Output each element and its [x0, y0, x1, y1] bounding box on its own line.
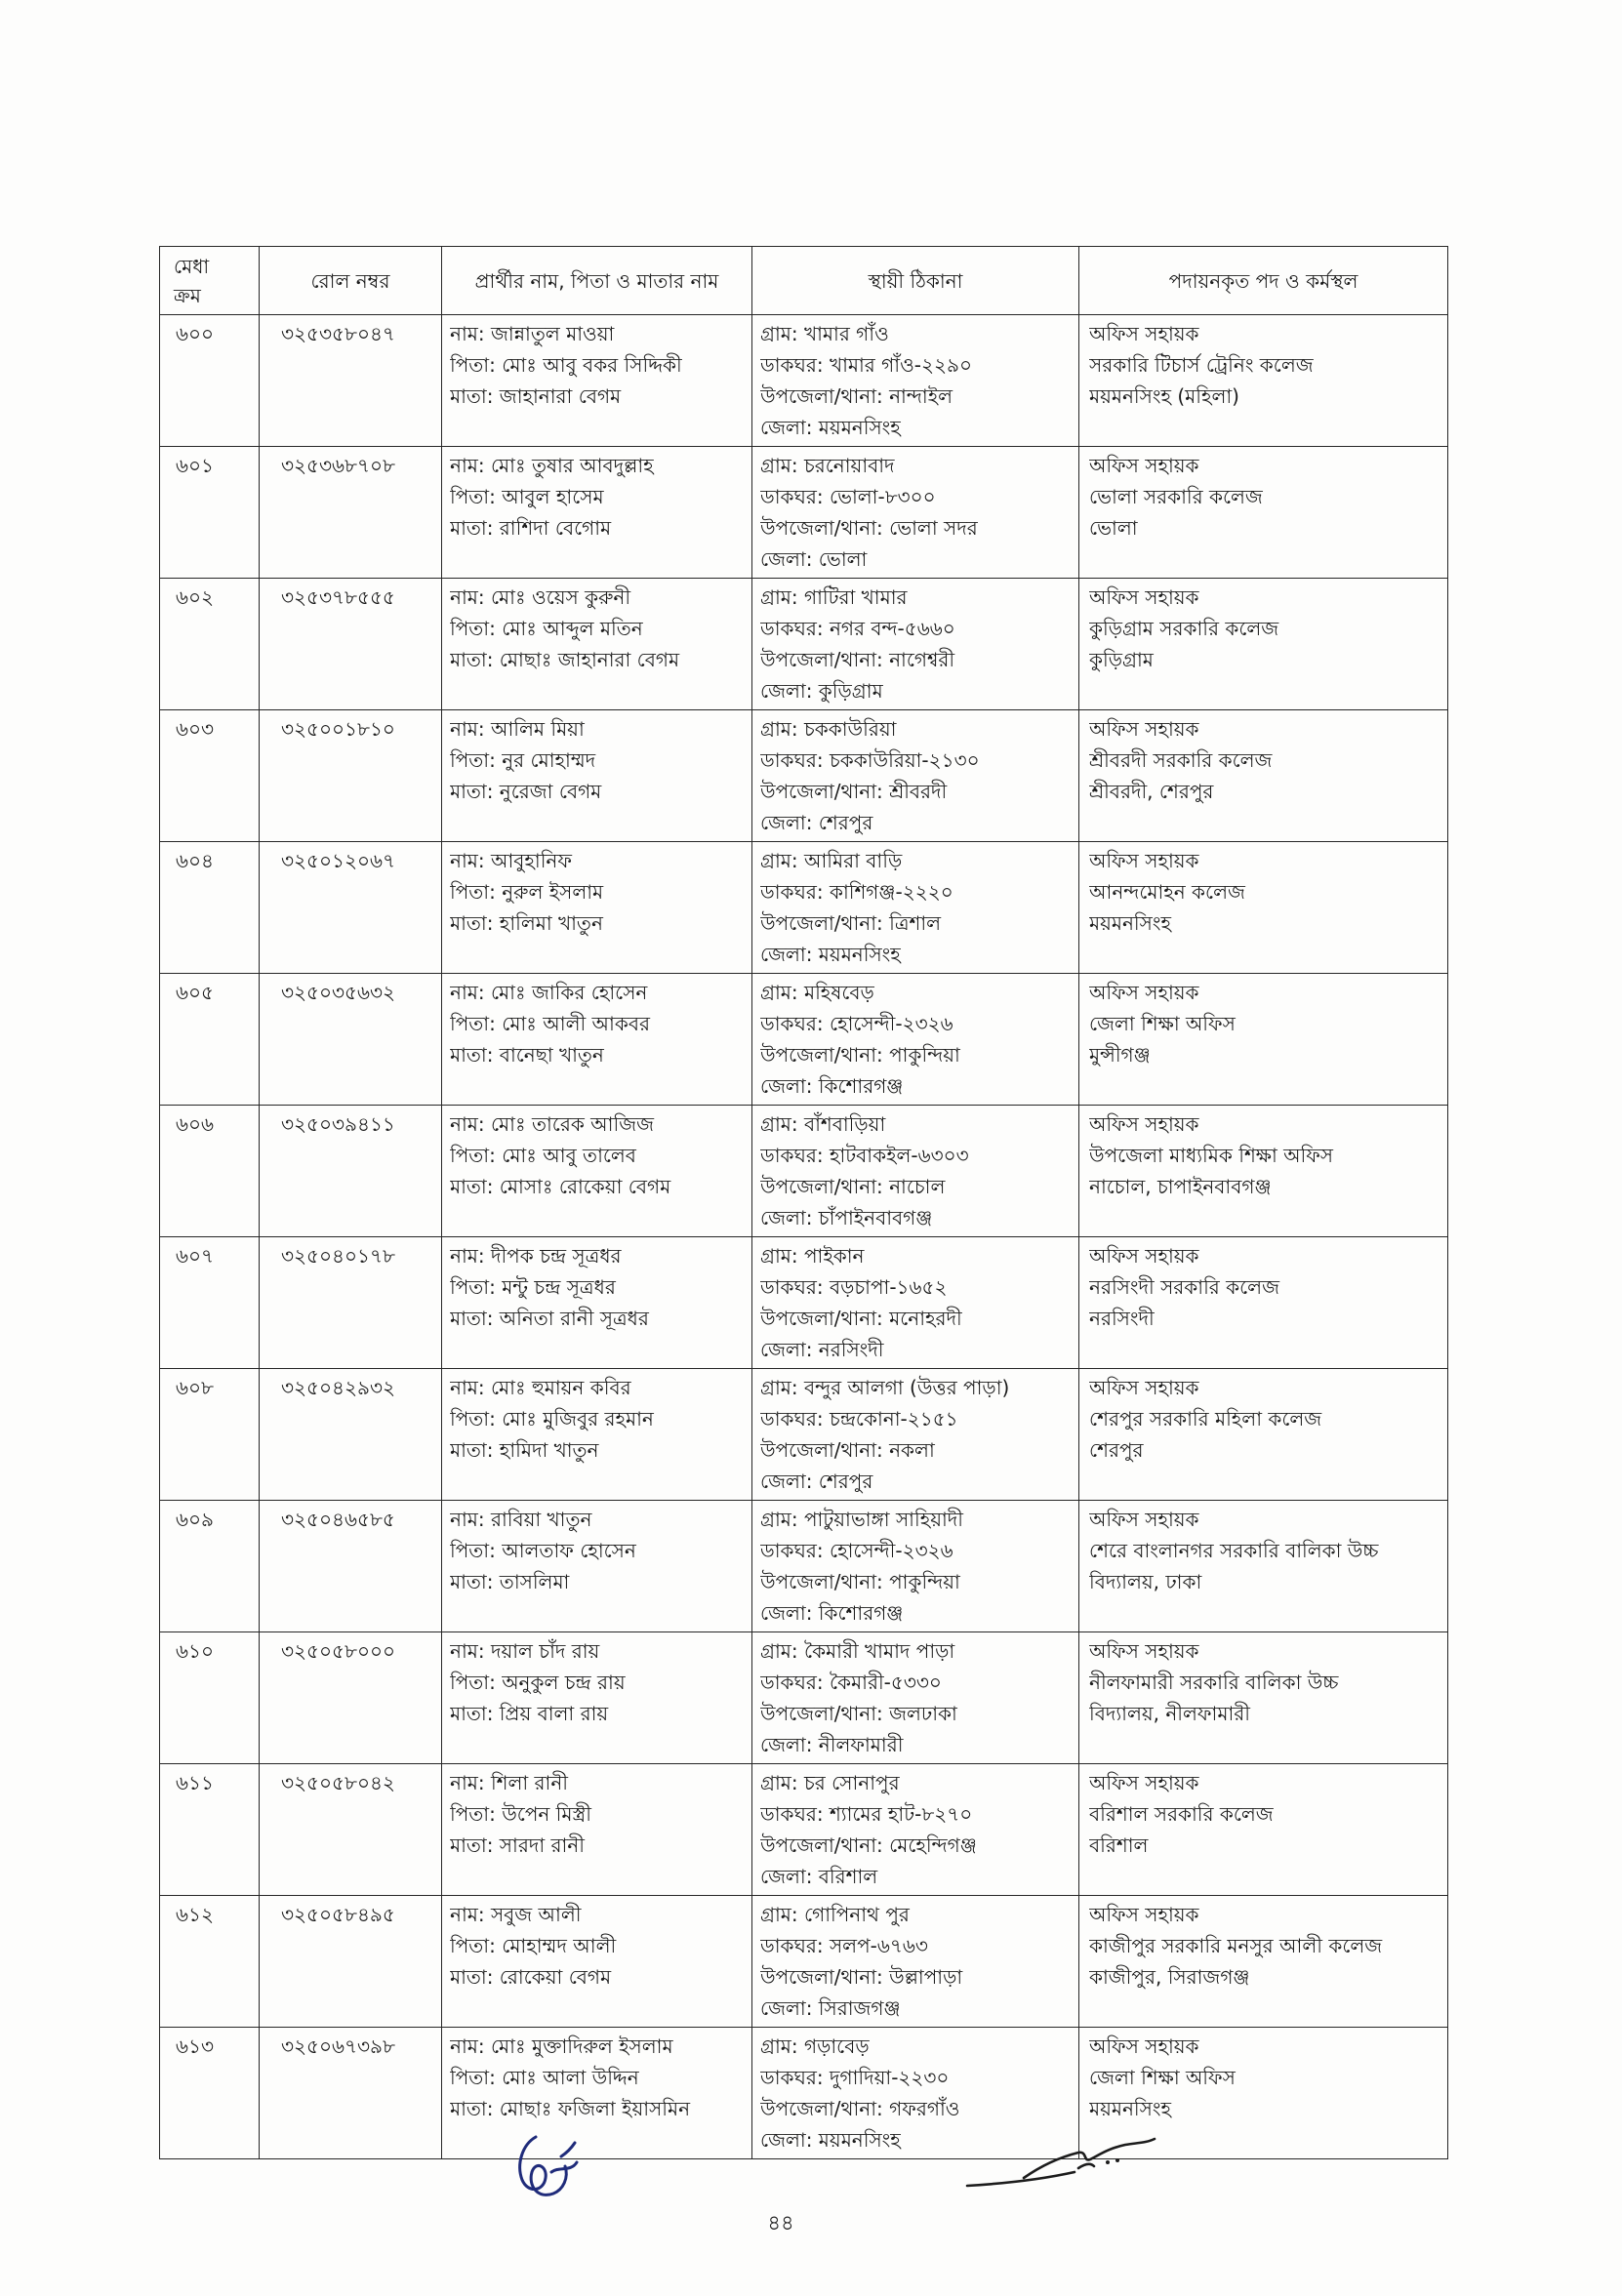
address-village: গ্রাম: চর সোনাপুর	[760, 1771, 900, 1794]
roll-number: ৩২৫০৪০১৭৮	[281, 1244, 395, 1268]
candidate-name: নাম: শিলা রানী	[450, 1771, 569, 1794]
posting-title: অফিস সহায়ক	[1089, 454, 1199, 477]
address-upazila: উপজেলা/থানা: নাচোল	[760, 1175, 946, 1198]
address-village: গ্রাম: গাটিরা খামার	[760, 585, 908, 609]
table-header	[160, 247, 1448, 315]
merit-serial: ৬০৫	[176, 981, 214, 1004]
address-cell	[752, 974, 1079, 1106]
address-district: জেলা: ময়মনসিংহ	[760, 416, 901, 439]
posting-cell	[1079, 447, 1448, 579]
merit-serial: ৬০১	[176, 454, 214, 477]
candidate-name: নাম: মোঃ হুমায়ন কবির	[450, 1376, 631, 1399]
address-village: গ্রাম: চককাউরিয়া	[760, 717, 897, 741]
signature-right	[961, 2133, 1161, 2201]
roll-cell	[260, 315, 442, 447]
address-cell	[752, 842, 1079, 974]
address-district: জেলা: কিশোরগঞ্জ	[760, 1601, 904, 1625]
address-village: গ্রাম: গোপিনাথ পুর	[760, 1903, 910, 1926]
roll-cell	[260, 1106, 442, 1237]
roll-number: ৩২৫০৫৮৪৯৫	[281, 1903, 395, 1926]
header-address: স্থায়ী ঠিকানা	[752, 247, 1079, 315]
address-village: গ্রাম: মহিষবেড়	[760, 981, 874, 1004]
address-cell	[752, 1632, 1079, 1764]
address-post-office: ডাকঘর: ভোলা-৮৩০০	[760, 485, 936, 508]
candidate-cell	[442, 1632, 752, 1764]
candidate-name: নাম: মোঃ তারেক আজিজ	[450, 1112, 655, 1136]
address-cell	[752, 579, 1079, 710]
address-district: জেলা: ভোলা	[760, 547, 868, 571]
candidate-cell	[442, 1237, 752, 1369]
address-post-office: ডাকঘর: হাটবাকইল-৬৩০৩	[760, 1144, 969, 1167]
header-serial	[160, 247, 260, 315]
header-serial-line2: ক্রম	[174, 283, 201, 307]
posting-title: অফিস সহায়ক	[1089, 981, 1199, 1004]
candidate-name: নাম: মোঃ তুষার আবদুল্লাহ	[450, 454, 654, 477]
candidate-cell	[442, 974, 752, 1106]
address-district: জেলা: কিশোরগঞ্জ	[760, 1074, 904, 1098]
merit-serial: ৬০৩	[176, 717, 215, 741]
roll-number: ৩২৫০৫৮০৪২	[281, 1771, 395, 1794]
candidate-mother: মাতা: রাশিদা বেগোম	[450, 516, 612, 540]
posting-cell	[1079, 1501, 1448, 1632]
candidate-father: পিতা: উপেন মিস্ত্রী	[450, 1802, 591, 1826]
roll-cell	[260, 842, 442, 974]
serial-cell	[160, 1237, 260, 1369]
candidate-mother: মাতা: বানেছা খাতুন	[450, 1043, 604, 1067]
candidate-father: পিতা: আবুল হাসেম	[450, 485, 604, 508]
merit-serial: ৬০৯	[176, 1508, 214, 1531]
roll-cell	[260, 1501, 442, 1632]
posting-workplace: জেলা শিক্ষা অফিস	[1089, 1012, 1236, 1035]
posting-workplace: শ্রীবরদী, শেরপুর	[1089, 780, 1214, 803]
address-cell	[752, 315, 1079, 447]
posting-title: অফিস সহায়ক	[1089, 1112, 1199, 1136]
roll-cell	[260, 1896, 442, 2028]
signature-initial-left	[503, 2127, 590, 2210]
table-row	[160, 579, 1448, 710]
posting-cell	[1079, 1764, 1448, 1896]
posting-workplace: ময়মনসিংহ	[1089, 911, 1171, 935]
posting-title: অফিস সহায়ক	[1089, 849, 1199, 872]
address-district: জেলা: চাঁপাইনবাবগঞ্জ	[760, 1206, 933, 1229]
posting-cell	[1079, 1369, 1448, 1501]
address-cell	[752, 447, 1079, 579]
candidate-father: পিতা: নুর মোহাম্মদ	[450, 748, 596, 772]
posting-workplace: বরিশাল	[1089, 1833, 1149, 1857]
candidate-name: নাম: রাবিয়া খাতুন	[450, 1508, 592, 1531]
roll-cell	[260, 1764, 442, 1896]
address-upazila: উপজেলা/থানা: ত্রিশাল	[760, 911, 942, 935]
candidate-mother: মাতা: প্রিয় বালা রায়	[450, 1702, 609, 1725]
candidate-cell	[442, 447, 752, 579]
posting-workplace: ভোলা সরকারি কলেজ	[1089, 485, 1263, 508]
address-post-office: ডাকঘর: চককাউরিয়া-২১৩০	[760, 748, 980, 772]
address-village: গ্রাম: বন্দুর আলগা (উত্তর পাড়া)	[760, 1376, 1010, 1399]
header-candidate: প্রার্থীর নাম, পিতা ও মাতার নাম	[442, 247, 752, 315]
merit-serial: ৬০০	[176, 322, 215, 345]
candidate-father: পিতা: মোহাম্মদ আলী	[450, 1934, 617, 1957]
roll-number: ৩২৫০৩৫৬৩২	[281, 981, 395, 1004]
address-cell	[752, 1237, 1079, 1369]
address-village: গ্রাম: কৈমারী খামাদ পাড়া	[760, 1639, 955, 1663]
candidate-name: নাম: মোঃ ওয়েস কুরুনী	[450, 585, 631, 609]
address-post-office: ডাকঘর: বড়চাপা-১৬৫২	[760, 1275, 948, 1299]
roll-cell	[260, 579, 442, 710]
address-upazila: উপজেলা/থানা: নকলা	[760, 1438, 935, 1462]
serial-cell	[160, 2028, 260, 2159]
roll-cell	[260, 710, 442, 842]
table-row	[160, 1106, 1448, 1237]
serial-cell	[160, 842, 260, 974]
candidate-cell	[442, 1764, 752, 1896]
candidate-cell	[442, 315, 752, 447]
candidate-father: পিতা: নুরুল ইসলাম	[450, 880, 604, 904]
address-upazila: উপজেলা/থানা: মনোহরদী	[760, 1307, 962, 1330]
serial-cell	[160, 1501, 260, 1632]
roll-number: ৩২৫০৪৬৫৮৫	[281, 1508, 395, 1531]
posting-workplace: কাজীপুর, সিরাজগঞ্জ	[1089, 1965, 1250, 1989]
merit-serial: ৬০২	[176, 585, 215, 609]
posting-workplace: বিদ্যালয়, ঢাকা	[1089, 1570, 1202, 1593]
candidate-father: পিতা: মোঃ আলী আকবর	[450, 1012, 651, 1035]
address-upazila: উপজেলা/থানা: ভোলা সদর	[760, 516, 978, 540]
address-post-office: ডাকঘর: হোসেন্দী-২৩২৬	[760, 1012, 953, 1035]
roll-cell	[260, 1369, 442, 1501]
address-upazila: উপজেলা/থানা: মেহেন্দিগঞ্জ	[760, 1833, 977, 1857]
posting-workplace: কুড়িগ্রাম সরকারি কলেজ	[1089, 617, 1279, 640]
address-post-office: ডাকঘর: দুগাদিয়া-২২৩০	[760, 2066, 950, 2089]
table-body	[160, 315, 1448, 2159]
posting-workplace: কুড়িগ্রাম	[1089, 648, 1154, 671]
address-post-office: ডাকঘর: শ্যামের হাট-৮২৭০	[760, 1802, 973, 1826]
table-row	[160, 1896, 1448, 2028]
candidate-father: পিতা: মোঃ আবু তালেব	[450, 1144, 636, 1167]
roll-number: ৩২৫৩৬৮৭০৮	[281, 454, 395, 477]
candidate-father: পিতা: মোঃ আলা উদ্দিন	[450, 2066, 639, 2089]
posting-cell	[1079, 1237, 1448, 1369]
candidate-name: নাম: আবুহানিফ	[450, 849, 572, 872]
serial-cell	[160, 1764, 260, 1896]
candidate-cell	[442, 710, 752, 842]
serial-cell	[160, 1369, 260, 1501]
address-cell	[752, 1106, 1079, 1237]
serial-cell	[160, 974, 260, 1106]
merit-serial: ৬০৬	[176, 1112, 215, 1136]
posting-workplace: শেরপুর সরকারি মহিলা কলেজ	[1089, 1407, 1322, 1430]
address-village: গ্রাম: বাঁশবাড়িয়া	[760, 1112, 886, 1136]
table-row	[160, 447, 1448, 579]
merit-serial: ৬১৩	[176, 2034, 214, 2058]
posting-workplace: ভোলা	[1089, 516, 1138, 540]
merit-serial: ৬০৮	[176, 1376, 214, 1399]
header-serial-line1: মেধা	[174, 254, 210, 278]
address-cell	[752, 1896, 1079, 2028]
posting-title: অফিস সহায়ক	[1089, 322, 1199, 345]
address-upazila: উপজেলা/থানা: গফরগাঁও	[760, 2097, 960, 2120]
candidate-father: পিতা: অনুকুল চন্দ্র রায়	[450, 1671, 626, 1694]
posting-title: অফিস সহায়ক	[1089, 2034, 1199, 2058]
roll-cell	[260, 1632, 442, 1764]
candidate-mother: মাতা: জাহানারা বেগম	[450, 384, 622, 408]
address-upazila: উপজেলা/থানা: উল্লাপাড়া	[760, 1965, 963, 1989]
address-upazila: উপজেলা/থানা: পাকুন্দিয়া	[760, 1043, 960, 1067]
address-cell	[752, 1369, 1079, 1501]
address-district: জেলা: শেরপুর	[760, 811, 873, 834]
posting-cell	[1079, 579, 1448, 710]
address-post-office: ডাকঘর: খামার গাঁও-২২৯০	[760, 353, 972, 377]
posting-cell	[1079, 1896, 1448, 2028]
address-district: জেলা: কুড়িগ্রাম	[760, 679, 883, 703]
address-post-office: ডাকঘর: চন্দ্রকোনা-২১৫১	[760, 1407, 958, 1430]
address-district: জেলা: ময়মনসিংহ	[760, 943, 901, 966]
candidate-cell	[442, 579, 752, 710]
candidate-cell	[442, 1106, 752, 1237]
roll-number: ৩২৫৩৫৮০৪৭	[281, 322, 395, 345]
address-post-office: ডাকঘর: সলপ-৬৭৬৩	[760, 1934, 928, 1957]
serial-cell	[160, 315, 260, 447]
candidate-cell	[442, 1896, 752, 2028]
posting-workplace: বিদ্যালয়, নীলফামারী	[1089, 1702, 1250, 1725]
table-row	[160, 1764, 1448, 1896]
posting-workplace: নরসিংদী	[1089, 1307, 1155, 1330]
table-row	[160, 1501, 1448, 1632]
table-row	[160, 1369, 1448, 1501]
candidate-mother: মাতা: নুরেজা বেগম	[450, 780, 602, 803]
posting-title: অফিস সহায়ক	[1089, 717, 1199, 741]
address-district: জেলা: সিরাজগঞ্জ	[760, 1996, 901, 2020]
table-row	[160, 710, 1448, 842]
table-row	[160, 842, 1448, 974]
posting-workplace: নাচোল, চাপাইনবাবগঞ্জ	[1089, 1175, 1272, 1198]
posting-workplace: বরিশাল সরকারি কলেজ	[1089, 1802, 1274, 1826]
serial-cell	[160, 710, 260, 842]
posting-workplace: শেরপুর	[1089, 1438, 1144, 1462]
roll-number: ৩২৫০৫৮০০০	[281, 1639, 395, 1663]
roll-number: ৩২৫০৩৯৪১১	[281, 1112, 395, 1136]
address-district: জেলা: ময়মনসিংহ	[760, 2128, 901, 2152]
posting-cell	[1079, 710, 1448, 842]
posting-cell	[1079, 1632, 1448, 1764]
candidate-name: নাম: মোঃ জাকির হোসেন	[450, 981, 648, 1004]
candidate-mother: মাতা: মোসাঃ রোকেয়া বেগম	[450, 1175, 671, 1198]
table-row	[160, 1632, 1448, 1764]
address-district: জেলা: শেরপুর	[760, 1470, 873, 1493]
candidate-name: নাম: জান্নাতুল মাওয়া	[450, 322, 615, 345]
posting-workplace: মুন্সীগঞ্জ	[1089, 1043, 1151, 1067]
table-row	[160, 2028, 1448, 2159]
posting-cell	[1079, 315, 1448, 447]
address-district: জেলা: নীলফামারী	[760, 1733, 904, 1756]
serial-cell	[160, 579, 260, 710]
candidate-mother: মাতা: সারদা রানী	[450, 1833, 585, 1857]
table-row	[160, 1237, 1448, 1369]
posting-title: অফিস সহায়ক	[1089, 1639, 1199, 1663]
merit-serial: ৬০৭	[176, 1244, 215, 1268]
posting-title: অফিস সহায়ক	[1089, 1376, 1199, 1399]
posting-workplace: নীলফামারী সরকারি বালিকা উচ্চ	[1089, 1671, 1339, 1694]
address-village: গ্রাম: গড়াবেড়	[760, 2034, 870, 2058]
posting-title: অফিস সহায়ক	[1089, 585, 1199, 609]
candidate-father: পিতা: মন্টু চন্দ্র সূত্রধর	[450, 1275, 616, 1299]
posting-workplace: উপজেলা মাধ্যমিক শিক্ষা অফিস	[1089, 1144, 1334, 1167]
roll-number: ৩২৫৩৭৮৫৫৫	[281, 585, 395, 609]
address-upazila: উপজেলা/থানা: পাকুন্দিয়া	[760, 1570, 960, 1593]
candidate-father: পিতা: মোঃ মুজিবুর রহমান	[450, 1407, 654, 1430]
candidate-cell	[442, 842, 752, 974]
merit-serial: ৬০৪	[176, 849, 214, 872]
posting-workplace: শ্রীবরদী সরকারি কলেজ	[1089, 748, 1273, 772]
address-post-office: ডাকঘর: কৈমারী-৫৩৩০	[760, 1671, 942, 1694]
roll-cell	[260, 447, 442, 579]
roll-number: ৩২৫০১২০৬৭	[281, 849, 395, 872]
candidate-name: নাম: দয়াল চাঁদ রায়	[450, 1639, 600, 1663]
posting-workplace: জেলা শিক্ষা অফিস	[1089, 2066, 1236, 2089]
candidate-father: পিতা: মোঃ আবু বকর সিদ্দিকী	[450, 353, 682, 377]
candidate-cell	[442, 2028, 752, 2159]
address-post-office: ডাকঘর: কাশিগঞ্জ-২২২০	[760, 880, 953, 904]
header-posting: পদায়নকৃত পদ ও কর্মস্থল	[1079, 247, 1448, 315]
posting-workplace: আনন্দমোহন কলেজ	[1089, 880, 1245, 904]
address-upazila: উপজেলা/থানা: শ্রীবরদী	[760, 780, 948, 803]
candidate-mother: মাতা: তাসলিমা	[450, 1570, 570, 1593]
posting-cell	[1079, 974, 1448, 1106]
candidate-mother: মাতা: অনিতা রানী সূত্রধর	[450, 1307, 649, 1330]
posting-cell	[1079, 842, 1448, 974]
address-cell	[752, 710, 1079, 842]
merit-serial: ৬১২	[176, 1903, 214, 1926]
candidate-name: নাম: দীপক চন্দ্র সূত্রধর	[450, 1244, 622, 1268]
merit-serial: ৬১০	[176, 1639, 214, 1663]
page-number: ৪৪	[767, 2211, 794, 2235]
posting-workplace: নরসিংদী সরকারি কলেজ	[1089, 1275, 1279, 1299]
candidate-name: নাম: আলিম মিয়া	[450, 717, 585, 741]
roll-cell	[260, 974, 442, 1106]
roll-cell	[260, 1237, 442, 1369]
address-upazila: উপজেলা/থানা: নাগেশ্বরী	[760, 648, 955, 671]
table-row	[160, 315, 1448, 447]
posting-title: অফিস সহায়ক	[1089, 1244, 1199, 1268]
serial-cell	[160, 447, 260, 579]
candidate-name: নাম: সবুজ আলী	[450, 1903, 582, 1926]
address-village: গ্রাম: চরনোয়াবাদ	[760, 454, 895, 477]
table-row	[160, 974, 1448, 1106]
address-cell	[752, 1764, 1079, 1896]
header-row	[160, 247, 1448, 315]
header-roll: রোল নম্বর	[260, 247, 442, 315]
posting-workplace: কাজীপুর সরকারি মনসুর আলী কলেজ	[1089, 1934, 1383, 1957]
roll-number: ৩২৫০০১৮১০	[281, 717, 395, 741]
candidate-cell	[442, 1501, 752, 1632]
merit-serial: ৬১১	[176, 1771, 214, 1794]
address-village: গ্রাম: আমিরা বাড়ি	[760, 849, 903, 872]
serial-cell	[160, 1106, 260, 1237]
serial-cell	[160, 1632, 260, 1764]
posting-workplace: সরকারি টিচার্স ট্রেনিং কলেজ	[1089, 353, 1314, 377]
address-upazila: উপজেলা/থানা: নান্দাইল	[760, 384, 953, 408]
candidate-mother: মাতা: রোকেয়া বেগম	[450, 1965, 612, 1989]
address-district: জেলা: বরিশাল	[760, 1865, 878, 1888]
address-district: জেলা: নরসিংদী	[760, 1338, 884, 1361]
candidate-mother: মাতা: মোছাঃ ফজিলা ইয়াসমিন	[450, 2097, 691, 2120]
posting-workplace: ময়মনসিংহ (মহিলা)	[1089, 384, 1239, 408]
candidate-cell	[442, 1369, 752, 1501]
address-village: গ্রাম: খামার গাঁও	[760, 322, 889, 345]
address-post-office: ডাকঘর: হোসেন্দী-২৩২৬	[760, 1539, 953, 1562]
roll-cell	[260, 2028, 442, 2159]
address-post-office: ডাকঘর: নগর বন্দ-৫৬৬০	[760, 617, 955, 640]
candidate-mother: মাতা: হামিদা খাতুন	[450, 1438, 599, 1462]
merit-posting-table	[159, 246, 1448, 2159]
address-upazila: উপজেলা/থানা: জলঢাকা	[760, 1702, 957, 1725]
posting-cell	[1079, 1106, 1448, 1237]
address-village: গ্রাম: পাটুয়াভাঙ্গা সাহিয়াদী	[760, 1508, 964, 1531]
address-village: গ্রাম: পাইকান	[760, 1244, 865, 1268]
roll-number: ৩২৫০৪২৯৩২	[281, 1376, 395, 1399]
candidate-father: পিতা: মোঃ আব্দুল মতিন	[450, 617, 643, 640]
posting-workplace: শেরে বাংলানগর সরকারি বালিকা উচ্চ	[1089, 1539, 1379, 1562]
roll-number: ৩২৫০৬৭৩৯৮	[281, 2034, 395, 2058]
candidate-name: নাম: মোঃ মুক্তাদিরুল ইসলাম	[450, 2034, 673, 2058]
candidate-father: পিতা: আলতাফ হোসেন	[450, 1539, 636, 1562]
candidate-mother: মাতা: মোছাঃ জাহানারা বেগম	[450, 648, 680, 671]
candidate-mother: মাতা: হালিমা খাতুন	[450, 911, 603, 935]
address-cell	[752, 1501, 1079, 1632]
serial-cell	[160, 1896, 260, 2028]
posting-title: অফিস সহায়ক	[1089, 1771, 1199, 1794]
posting-title: অফিস সহায়ক	[1089, 1903, 1199, 1926]
posting-title: অফিস সহায়ক	[1089, 1508, 1199, 1531]
posting-workplace: ময়মনসিংহ	[1089, 2097, 1171, 2120]
